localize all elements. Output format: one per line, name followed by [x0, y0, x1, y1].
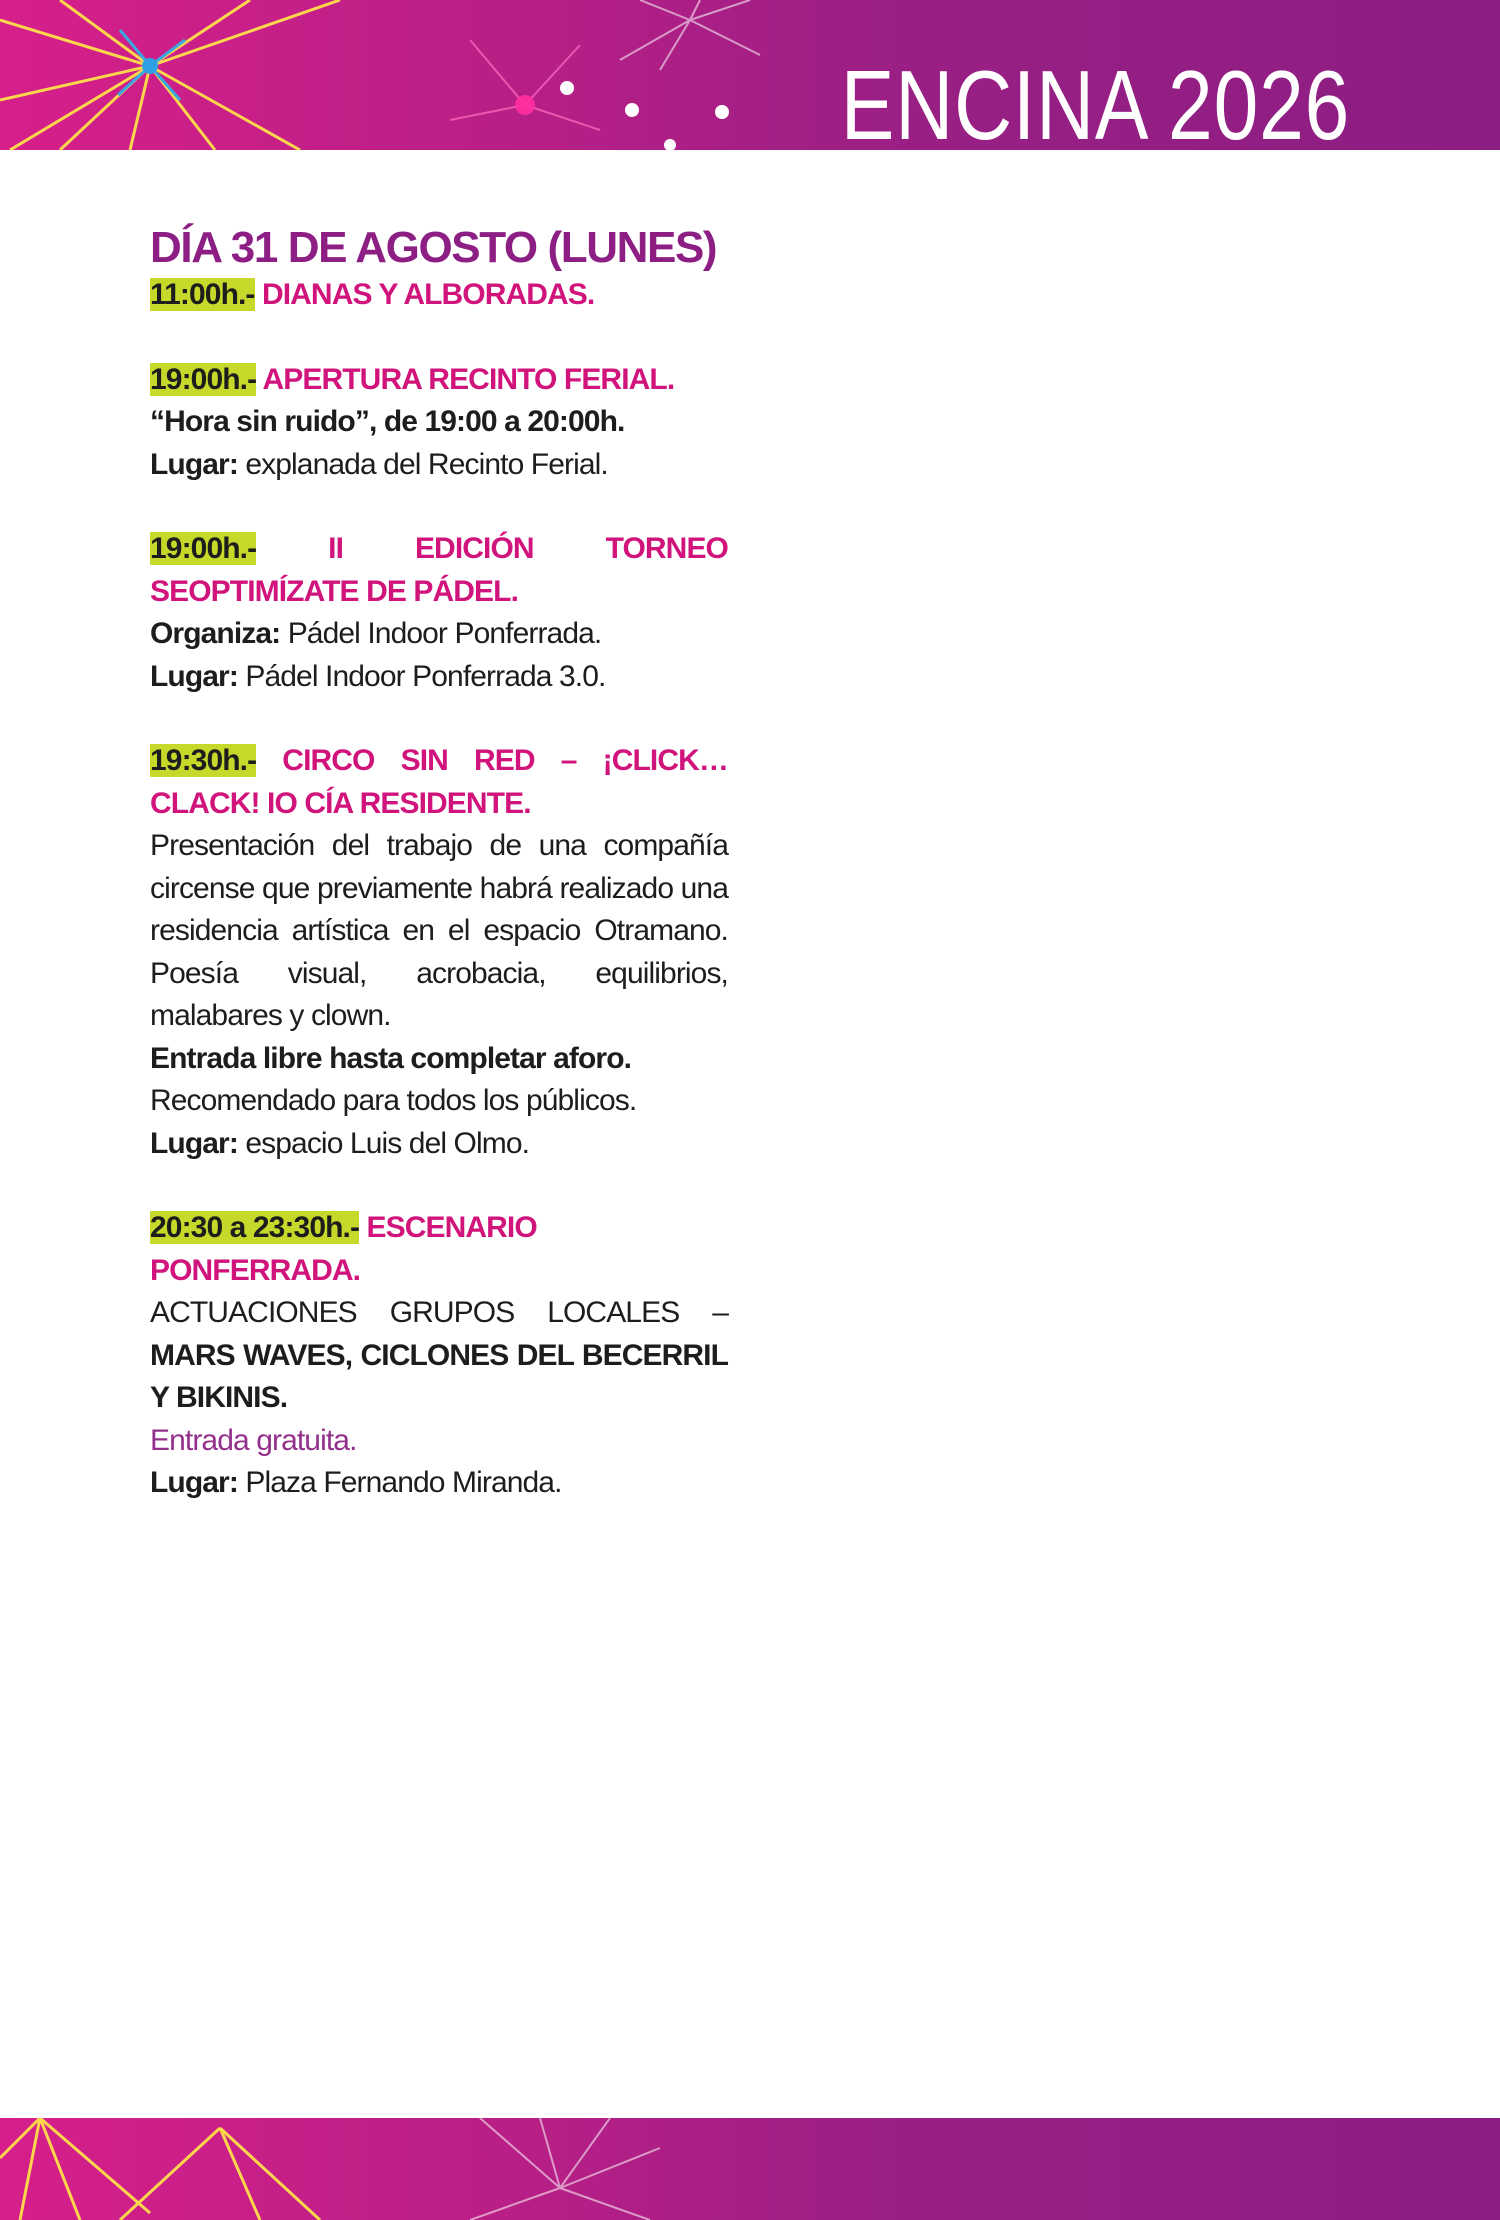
performers-bands: MARS WAVES, CICLONES DEL BECERRIL Y BIKINIS.: [150, 1338, 728, 1414]
header-band: [0, 0, 1500, 150]
location-label: Lugar:: [150, 1466, 238, 1499]
event-title: DIANAS Y ALBORADAS.: [254, 278, 595, 311]
event-entry-info: Entrada libre hasta completar aforo.: [150, 1041, 632, 1075]
performers-intro: ACTUACIONES GRUPOS LOCALES –: [150, 1296, 728, 1329]
location-label: Lugar:: [150, 1126, 238, 1160]
organizer-label: Organiza:: [150, 617, 281, 650]
fireworks-decoration: [0, 2118, 1500, 2220]
event-title: ESCENARIO PONFERRADA.: [150, 1211, 537, 1287]
event-note: “Hora sin ruido”, de 19:00 a 20:00h.: [150, 405, 625, 438]
organizer-value: Pádel Indoor Ponferrada.: [280, 617, 602, 650]
event-torneo-padel: [150, 528, 728, 698]
event-time: 20:30 a 23:30h.-: [150, 1211, 360, 1244]
event-audience: Recomendado para todos los públicos.: [150, 1084, 637, 1117]
event-description: Presentación del trabajo de una compañía circense que previamente habrá realizado una residencia artística en el espacio Otramano. Poesía visual, acrobacia, equilibrios, malabares y clown.: [150, 829, 728, 1032]
footer-band: [0, 2118, 1500, 2220]
event-escenario-ponferrada: [150, 1207, 728, 1505]
event-title: APERTURA RECINTO FERIAL.: [256, 362, 675, 396]
event-title: II EDICIÓN TORNEO SEOPTIMÍZATE DE PÁDEL.: [150, 532, 728, 608]
location-value: explanada del Recinto Ferial.: [237, 447, 608, 481]
event-organizer: [150, 613, 728, 656]
event-entry-info: Entrada gratuita.: [150, 1423, 357, 1457]
event-dianas: [150, 274, 728, 317]
event-location: [150, 1123, 728, 1166]
event-time: 19:00h.-: [150, 532, 257, 565]
event-performers: [150, 1292, 728, 1420]
event-circo-sin-red: [150, 740, 728, 1165]
program-content: [150, 222, 728, 1547]
event-location: [150, 444, 728, 487]
day-title: DÍA 31 DE AGOSTO (LUNES): [150, 223, 717, 272]
location-label: Lugar:: [150, 447, 238, 481]
location-value: Pádel Indoor Ponferrada 3.0.: [237, 659, 606, 693]
location-value: espacio Luis del Olmo.: [237, 1126, 530, 1160]
event-title: CIRCO SIN RED – ¡CLICK…CLACK! IO CÍA RESIDENTE.: [150, 744, 728, 820]
event-time: 19:00h.-: [150, 362, 257, 396]
event-apertura-recinto: [150, 359, 728, 487]
event-location: [150, 1462, 728, 1505]
edition-title: ENCINA 2026: [840, 50, 1350, 150]
location-value: Plaza Fernando Miranda.: [237, 1466, 562, 1499]
event-time: 19:30h.-: [150, 744, 257, 777]
event-time: 11:00h.-: [150, 278, 255, 311]
event-location: [150, 656, 728, 699]
location-label: Lugar:: [150, 659, 238, 693]
